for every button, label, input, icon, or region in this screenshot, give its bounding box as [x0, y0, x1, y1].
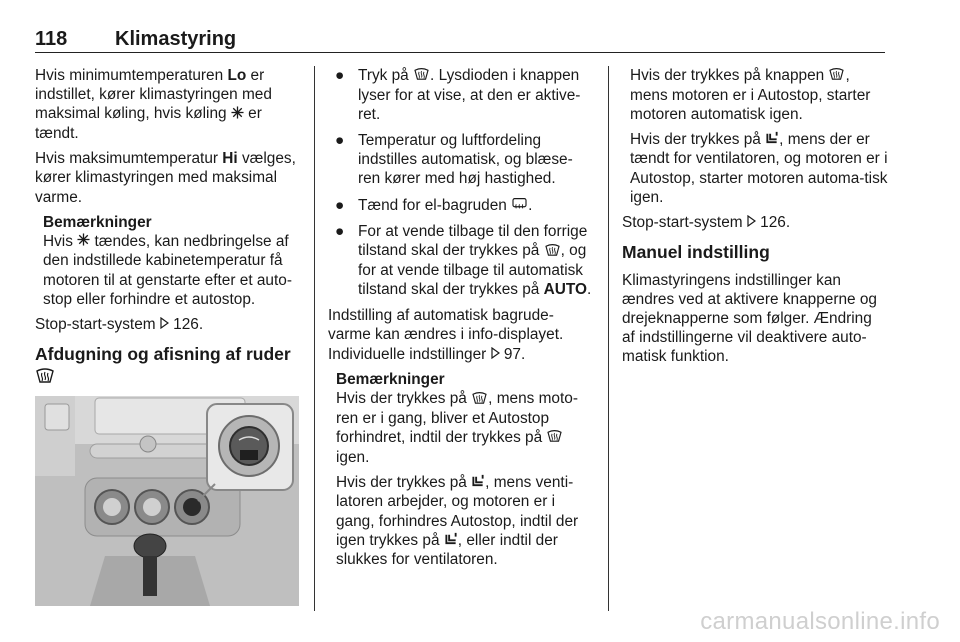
note-continued — [630, 66, 888, 207]
page-reference-arrow-icon — [747, 213, 756, 232]
note-heading: Bemærkninger — [336, 371, 445, 389]
section-heading: Manuel indstilling — [622, 241, 770, 262]
column-2 — [328, 66, 594, 576]
snowflake-icon — [77, 232, 90, 251]
page-header — [35, 26, 885, 53]
cross-reference[interactable]: Individuelle indstillinger 97. — [328, 345, 526, 363]
paragraph: Klimastyringens indstillinger kan ændres ved at aktivere knapperne og drejeknapperne som følger. Ændring af indstillingerne vil deaktivere auto-matisk funktion. — [622, 271, 877, 366]
paragraph: Hvis minimumtemperaturen Lo er indstillet, kører klimastyringen med maksimal køling, hvis køling er tændt. — [35, 67, 272, 142]
note-box — [43, 213, 303, 309]
note-text: Hvis der trykkes på knappen , mens motoren er i Autostop, starter motoren automatisk igen. — [630, 67, 871, 123]
windscreen-defrost-icon — [471, 390, 488, 409]
paragraph: Indstilling af automatisk bagrude-varme kan ændres i info-displayet. — [328, 307, 564, 344]
column-3 — [622, 66, 888, 373]
note-text: Hvis der trykkes på , mens moto-ren er i gang, bliver et Autostop forhindret, indtil der trykkes på igen. — [336, 390, 578, 466]
bullet-list — [328, 66, 594, 299]
note-text: Hvis tændes, kan nedbringelse af den indstillede kabinetemperatur få motoren til at genstarte efter et auto-stop eller forhindre et autostop. — [43, 232, 292, 308]
column-divider — [608, 66, 609, 611]
page-reference-arrow-icon — [491, 345, 500, 364]
watermark: carmanualsonline.info — [700, 608, 940, 635]
column-1 — [35, 66, 303, 606]
page-title: Klimastyring — [115, 28, 237, 50]
snowflake-icon — [231, 105, 244, 124]
windscreen-defrost-icon — [828, 66, 845, 85]
column-divider — [314, 66, 315, 611]
cross-reference[interactable]: Stop-start-system 126. — [622, 214, 791, 232]
page-number: 118 — [35, 28, 68, 50]
fan-off-icon — [471, 473, 485, 492]
rear-window-heating-icon — [511, 196, 528, 215]
windscreen-defrost-icon — [413, 66, 430, 85]
paragraph: Hvis maksimumtemperatur Hi vælges, kører klimastyringen med maksimal varme. — [35, 150, 296, 206]
list-item: ● For at vende tilbage til den forrige tilstand skal der trykkes på , og for at vende tilbage til automatisk tilstand skal der trykkes på AUTO. — [335, 223, 592, 299]
section-heading: Afdugning og afisning af ruder — [35, 343, 303, 388]
windscreen-defrost-icon — [546, 428, 563, 447]
fan-off-icon — [765, 130, 779, 149]
windscreen-defrost-icon — [544, 242, 561, 261]
cross-reference[interactable]: Stop-start-system 126. — [35, 316, 204, 334]
note-box — [336, 370, 594, 569]
note-heading: Bemærkninger — [43, 213, 152, 231]
fan-off-icon — [444, 531, 458, 550]
list-item: ● Temperatur og luftfordeling indstilles automatisk, og blæse-ren kører med høj hastighed. — [335, 131, 573, 188]
windscreen-defrost-icon — [35, 366, 55, 388]
note-text: Hvis der trykkes på , mens venti-latoren arbejder, og motoren er i gang, forhindres Autostop, indtil der igen trykkes på , eller indtil der slukkes for ventilatoren. — [336, 473, 579, 569]
note-text: Hvis der trykkes på , mens der er tændt for ventilatoren, og motoren er i Autostop, starter motoren automa-tisk igen. — [630, 130, 888, 206]
list-item: ● Tryk på . Lysdioden i knappen lyser for at vise, at den er aktive-ret. — [335, 67, 581, 123]
climate-control-photo — [35, 396, 299, 606]
page-reference-arrow-icon — [160, 315, 169, 334]
list-item: ● Tænd for el-bagruden . — [335, 196, 533, 214]
